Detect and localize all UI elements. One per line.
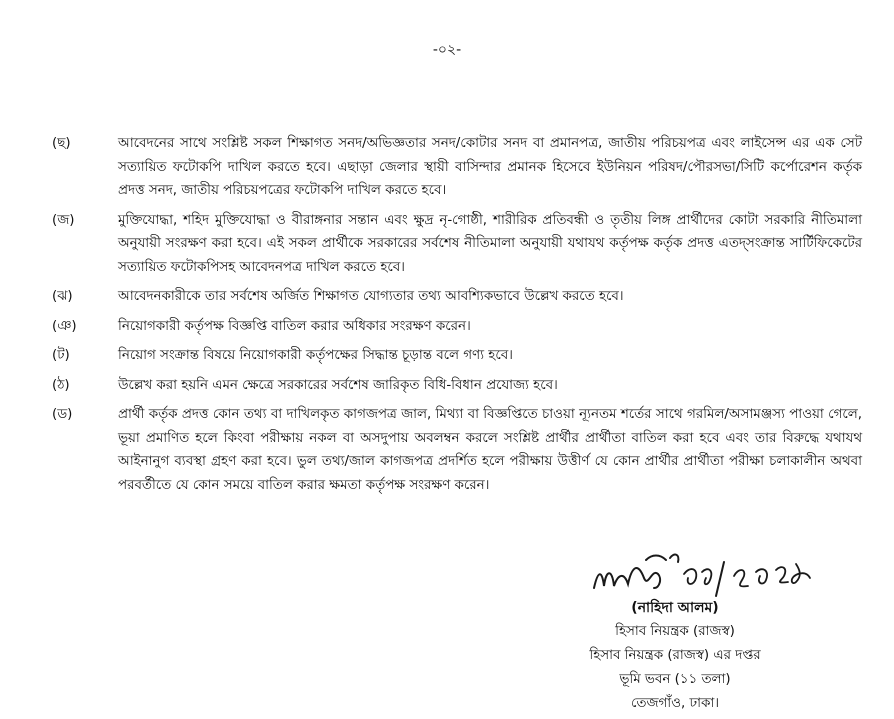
clause-list — [52, 132, 862, 503]
clause-marker: (জ) — [52, 212, 75, 228]
clause-text: নিয়োগ সংক্রান্ত বিষয়ে নিয়োগকারী কর্তৃপক্ষের সিদ্ধান্ত চূড়ান্ত বলে গণ্য হবে। — [118, 348, 513, 363]
signatory-name: (নাহিদা আলম) — [631, 600, 719, 616]
signatory-building: ভূমি ভবন (১১ তলা) — [619, 672, 731, 687]
clause-marker: (ঞ) — [52, 318, 77, 334]
clause-jha — [52, 285, 862, 309]
clause-marker: (ঝ) — [52, 289, 73, 304]
clause-marker: (ট) — [52, 348, 70, 363]
clause-text: উল্লেখ করা হয়নি এমন ক্ষেত্রে সরকারের সর্বশেষ জারিকৃত বিধি-বিধান প্রযোজ্য হবে। — [118, 377, 558, 393]
clause-da — [52, 403, 862, 497]
page-number: -০২- — [432, 42, 462, 58]
clause-ja — [52, 209, 862, 280]
clause-cha — [52, 132, 862, 203]
clause-marker: (ঠ) — [52, 377, 70, 393]
clause-marker: (ছ) — [52, 136, 71, 151]
clause-tha — [52, 374, 862, 398]
clause-text: মুক্তিযোদ্ধা, শহিদ মুক্তিযোদ্ধা ও বীরাঙ্গনার সন্তান এবং ক্ষুদ্র নৃ-গোষ্ঠী, শারীরিক প্রতিবন্ধী ও তৃতীয় লিঙ্গ প্রার্থীদের কোটা সরকারি নীতিমালা অনুযায়ী সংরক্ষণ করা হবে। এই সকল প্রার্থীকে সরকারের সর্বশেষ নীতিমালা অনুযায়ী যথাযথ কর্তৃপক্ষ কর্তৃক প্রদত্ত এতদ্সংক্রান্ত সার্টিফিকেটের সত্যায়িত ফটোকপিসহ আবেদনপত্র দাখিল করতে হবে। — [118, 212, 862, 275]
clause-text: আবেদনকারীকে তার সর্বশেষ অর্জিত শিক্ষাগত যোগ্যতার তথ্য আবশ্যিকভাবে উল্লেখ করতে হবে। — [118, 289, 624, 304]
signature-block — [560, 548, 860, 718]
signatory-office: হিসাব নিয়ন্ত্রক (রাজস্ব) এর দপ্তর — [589, 648, 761, 663]
signatory-designation: হিসাব নিয়ন্ত্রক (রাজস্ব) — [615, 624, 735, 639]
clause-marker: (ড) — [52, 407, 73, 422]
clause-text: আবেদনের সাথে সংশ্লিষ্ট সকল শিক্ষাগত সনদ/অভিজ্ঞতার সনদ/কোটার সনদ বা প্রমানপত্র, জাতীয় পরিচয়পত্র এবং লাইসেন্স এর এক সেট সত্যায়িত ফটোকপি দাখিল করতে হবে। এছাড়া জেলার স্থায়ী বাসিন্দার প্রমানক হিসেবে ইউনিয়ন পরিষদ/পৌরসভা/সিটি কর্পোরেশন কর্তৃক প্রদত্ত সনদ, জাতীয় পরিচয়পত্রের ফটোকপি দাখিল করতে হবে। — [118, 136, 862, 198]
clause-text: নিয়োগকারী কর্তৃপক্ষ বিজ্ঞপ্তি বাতিল করার অধিকার সংরক্ষণ করেন। — [118, 318, 471, 334]
clause-ta — [52, 344, 862, 368]
signatory-location: তেজগাঁও, ঢাকা। — [631, 696, 719, 711]
clause-text: প্রার্থী কর্তৃক প্রদত্ত কোন তথ্য বা দাখিলকৃত কাগজপত্র জাল, মিথ্যা বা বিজ্ঞপ্তিতে চাওয়া ন্যূনতম শর্তের সাথে গরমিল/অসামঞ্জস্য পাওয়া গেলে, ভূয়া প্রমাণিত হলে কিংবা পরীক্ষায় নকল বা অসদুপায় অবলম্বন করলে সংশ্লিষ্ট প্রার্থীর প্রার্থীতা বাতিল করা হবে এবং তার বিরুদ্ধে যথাযথ আইনানুগ ব্যবস্থা গ্রহণ করা হবে। ভুল তথ্য/জাল কাগজপত্র প্রদর্শিত হলে পরীক্ষায় উত্তীর্ণ যে কোন প্রার্থীর প্রার্থীতা পরীক্ষা চলাকালীন অথবা পরবর্তীতে যে কোন সময়ে বাতিল করার ক্ষমতা কর্তৃপক্ষ সংরক্ষণ করেন। — [118, 407, 862, 493]
clause-nya — [52, 315, 862, 339]
